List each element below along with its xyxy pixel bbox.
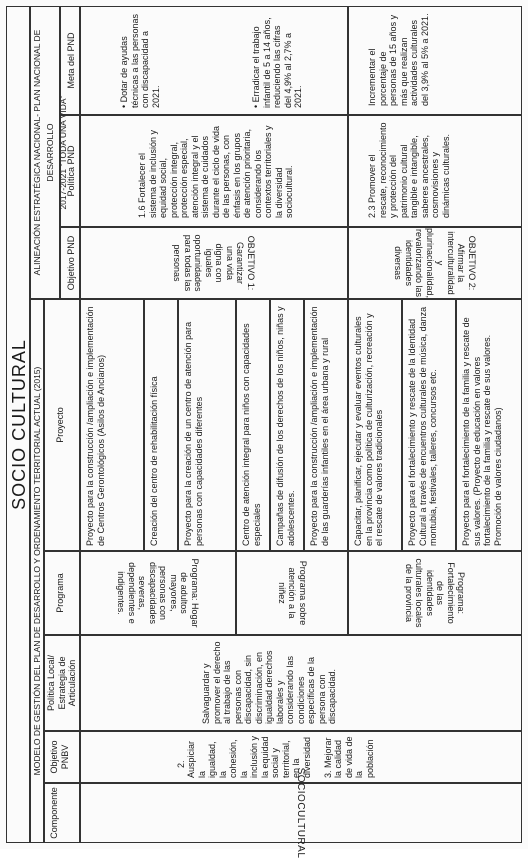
header-objetivo-pnd: Objetivo PND — [60, 227, 80, 299]
objetivo-pnbv-cell: 2. Auspiciar la igualdad, la cohesión, la inclusión y la equidad social y territorial, en la diversidad 3. Mejorar la calidad de vida de la población — [80, 731, 522, 783]
header-componente: Componente — [44, 783, 80, 843]
programa-2-cell: Programa sobre atención a la niñez — [236, 551, 348, 635]
componente-cell — [80, 767, 522, 858]
header-politica-local: Política Local/ Estrategia de Articulación — [44, 635, 80, 731]
proyecto-6: Proyecto para la construcción /ampliación e implementación de las guarderías infantiles en el área urbana y rural — [304, 299, 348, 551]
header-meta-pnd: Meta del PND — [60, 6, 80, 115]
proyecto-9: Proyecto para el fortalecimiento de la familia y rescate de sus valores. (Proyecto de educación en valores fortalecimiento de la familia y rescate de sus valores. Promoción de valores ciudadanos) — [456, 299, 522, 551]
componente-value: SOCIOCULTURAL — [295, 767, 307, 858]
objetivo-pnd-2-cell: OBJETIVO 2: Afirmar la interculturalidad y plurinacionalidad, revalorizando las identidades diversas — [348, 227, 522, 299]
politica-pnd-2-cell: 2.3 Promover el rescate, reconocimiento y protección del patrimonio cultural tangible e intangible, saberes ancestrales, cosmovisiones y dinámicas culturales. — [348, 115, 522, 227]
programa-1-cell: Programa: Hogar de adultos mayores, personas con discapacidades severas, dependientes e indigentes. — [80, 551, 236, 635]
meta-pnd-2: • Erradicar el trabajo infantil de 5 a 14 años, reduciendo las cifras del 4,9% al 2,7% a 2021. — [251, 17, 303, 108]
programa-3-cell: Programa: Fortalecimiento de las identidades culturales locales de la provincia — [348, 551, 522, 635]
header-politica-pnd: Política PND — [60, 115, 80, 227]
header-proyecto: Proyecto — [44, 299, 80, 551]
proyecto-2: Creación del centro de rehabilitación física — [144, 299, 178, 551]
proyecto-5: Campañas de difusión de los derechos de los niños, niñas y adolescentes. — [270, 299, 304, 551]
proyecto-8: Proyecto para el fortalecimiento y rescate de la Identidad Cultural a través de encuentros culturales de música, danza montubia, festivales, talleres, concursos etc. — [402, 299, 456, 551]
proyecto-7: Capacitar, planificar, ejecutar y evaluar eventos culturales en la provincia como política de culturización, recreación y el rescate de valores tradicionales — [348, 299, 402, 551]
meta-pnd-1-cell — [80, 6, 348, 115]
proyecto-1: Proyecto para la construcción /ampliación e implementación de Centros Gerontológicos (Asilos de Ancianos) — [80, 299, 144, 551]
meta-pnd-1: • Dotar de ayudas técnicas a las personas con discapacidad a 2021. — [119, 13, 161, 108]
proyecto-4: Centro de atención integral para niños con capacidades especiales — [236, 299, 270, 551]
proyecto-3: Proyecto para la creación de un centro de atención para personas con capacidades diferentes — [178, 299, 236, 551]
politica-pnd-1-cell: 1.6 Fortalecer el sistema de inclusión y equidad social, protección integral, protección especial, atención integral y el sistema de cuidados durante el ciclo de vida de las personas, con énfasis en los grupos de atención prioritaria, considerando los contextos territoriales y la diversidad sociocultural. — [80, 115, 348, 227]
model-header: MODELO DE GESTIÓN DEL PLAN DE DESARROLLO Y ORDENAMIENTO TERRITORIAL ACTUAL (2015) — [30, 299, 44, 843]
meta-pnd-3-cell: Incrementar el porcentaje de personas de 15 años y más que realizan actividades culturales del 3,9% al 5% a 2021. — [348, 6, 522, 115]
pnd-header: ALINEACIÓN ESTRATÉGICA NACIONAL- PLAN NACIONAL DE DESARROLLO 2017-2021 "TODA UNA VIDA" — [30, 6, 60, 299]
section-title-cell — [6, 6, 30, 843]
header-objetivo-pnbv: Objetivo PNBV — [44, 731, 80, 783]
objetivo-pnd-1-cell: OBJETIVO 1: Garantizar una vida digna con iguales oportunidades para todas las personas — [80, 227, 348, 299]
section-title: SOCIO CULTURAL — [9, 339, 29, 510]
politica-local-cell: Salvaguardar y promover el derecho al trabajo de las personas con discapacidad, sin discriminación, en igualdad derechos laborales y considerando las condiciones específicas de la persona con discapacidad. — [80, 635, 522, 731]
header-programa: Programa — [44, 551, 80, 635]
